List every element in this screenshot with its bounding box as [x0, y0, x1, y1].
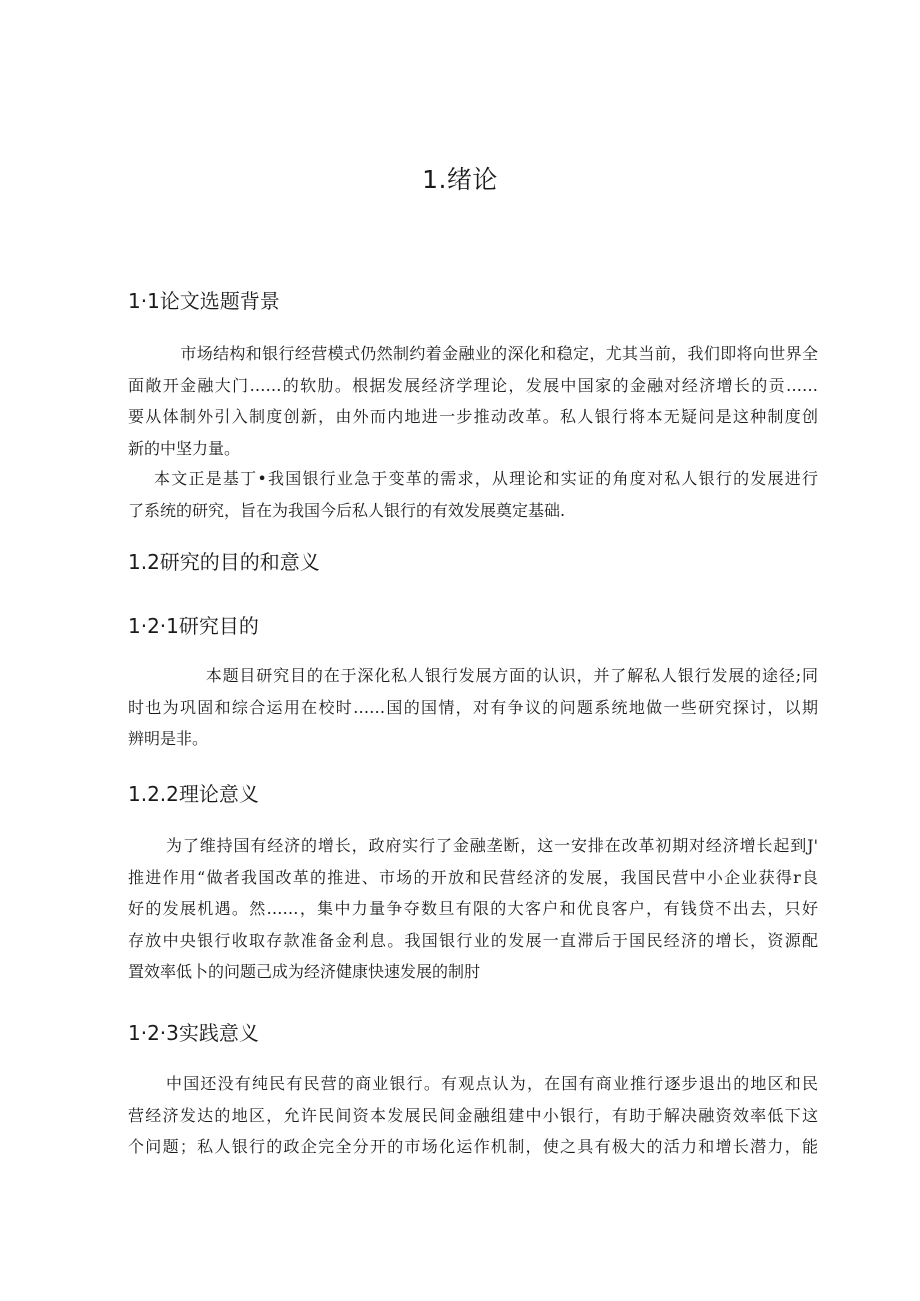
- paragraph-line: 本题目研究目的在于深化私人银行发展方面的认识，并了解私人银行发展的途径;同: [172, 666, 818, 685]
- paragraph-line: 面敞开金融大门……的软肋。根据发展经济学理论，发展中国家的金融对经济增长的贡……: [128, 375, 818, 395]
- section-heading-background: 1·1论文选题背景: [128, 289, 280, 313]
- paragraph-background-2: [128, 463, 818, 526]
- paragraph-line: 好的发展机遇。然……，集中力量争夺数旦有限的大客户和优良客户，有钱贷不出去，只好: [128, 899, 818, 918]
- section-heading-theoretical-significance: 1.2.2理论意义: [128, 782, 259, 806]
- section-heading-research-purpose: 1·2·1研究目的: [128, 614, 259, 638]
- paragraph-line: 营经济发达的地区，允许民间资本发展民间金融组建中小银行，有助于解决融资效率低下这: [128, 1105, 818, 1125]
- paragraph-line: 存放中央银行收取存款准备金利息。我国银行业的发展一直滞后于国民经济的增长，资源配: [128, 930, 818, 950]
- paragraph-line: 推进作用“做者我国改革的推进、市场的开放和民营经济的发展，我国民营中小企业获得r良: [128, 867, 818, 887]
- paragraph-line: 时也为巩固和综合运用在校时……国的国情，对有争议的问题系统地做一些研究探讨，以期: [128, 697, 818, 717]
- paragraph-line: 置效率低卜的问题己成为经济健康快速发展的制肘: [128, 962, 481, 981]
- paragraph-line: 个问题；私人银行的政企完全分开的市场化运作机制，使之具有极大的活力和增长潜力，能: [128, 1137, 818, 1156]
- paragraph-line: 要从体制外引入制度创新，由外而内地进一步推动改革。私人银行将本无疑问是这种制度创: [128, 407, 818, 426]
- paragraph-theoretical-significance: [128, 830, 818, 988]
- paragraph-line: 了系统的研究，旨在为我国今后私人银行的有效发展奠定基础.: [128, 500, 566, 520]
- paragraph-practical-significance: [128, 1068, 818, 1163]
- paragraph-line: 辨明是非。: [128, 729, 209, 748]
- section-heading-practical-significance: 1·2·3实践意义: [128, 1021, 259, 1045]
- paragraph-line: 本文正是基丁•我国银行业急于变革的需求，从理论和实证的角度对私人银行的发展进行: [154, 469, 818, 488]
- section-heading-purpose-significance: 1.2研究的目的和意义: [128, 550, 320, 574]
- paragraph-background-1: [128, 338, 818, 464]
- paragraph-line: 中国还没有纯民有民营的商业银行。有观点认为，在国有商业推行逐步退出的地区和民: [166, 1074, 818, 1093]
- paragraph-research-purpose: [128, 660, 818, 755]
- paragraph-line: 新的中坚力量。: [128, 438, 241, 458]
- paragraph-line: 市场结构和银行经营模式仍然制约着金融业的深化和稳定，尤其当前，我们即将向世界全: [164, 344, 818, 363]
- page-title: 1.绪论: [422, 165, 498, 194]
- paragraph-line: 为了维持国有经济的增长，政府实行了金融垄断，这一安排在改革初期对经济增长起到J': [166, 836, 818, 855]
